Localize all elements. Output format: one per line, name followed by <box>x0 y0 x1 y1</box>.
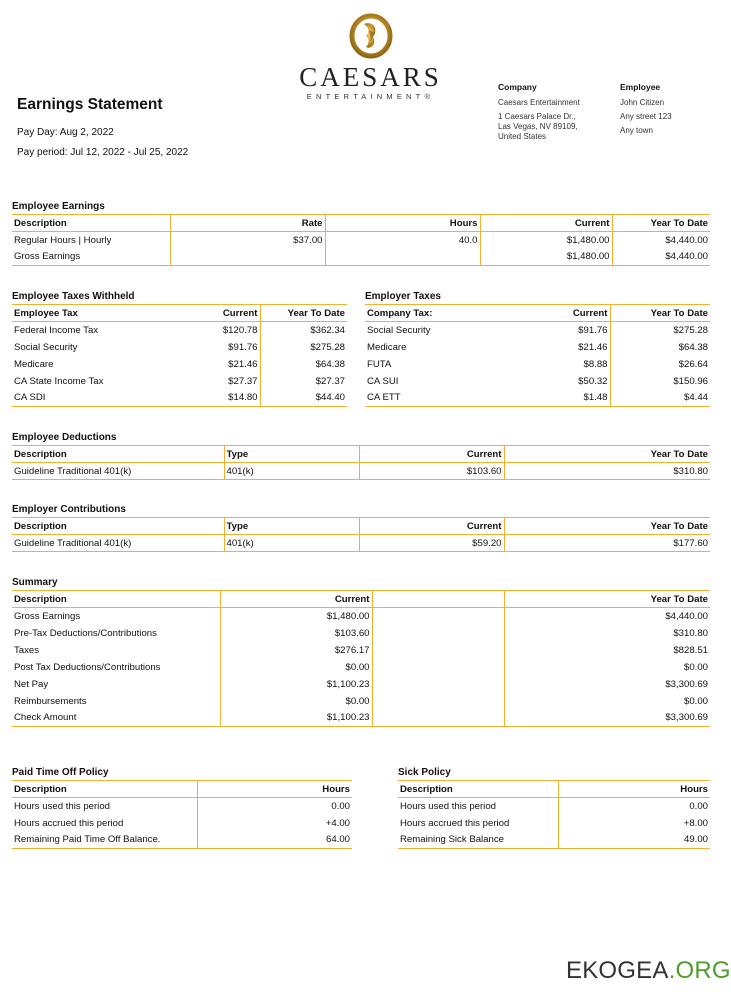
cell: CA ETT <box>365 390 520 407</box>
column-header: Current <box>220 591 372 608</box>
pto-section <box>12 766 352 849</box>
cell <box>372 642 504 659</box>
page-title: Earnings Statement <box>17 96 163 113</box>
cell: $21.46 <box>578 341 608 353</box>
cell: Guideline Traditional 401(k) <box>12 463 224 480</box>
section-title: Employer Contributions <box>12 504 126 515</box>
earnings-section <box>12 200 710 266</box>
cell: $50.32 <box>578 375 608 387</box>
table-row <box>12 798 352 815</box>
cell: $64.38 <box>610 339 710 356</box>
table-row <box>12 322 347 339</box>
cell: $59.20 <box>359 535 504 552</box>
cell: Remaining Paid Time Off Balance. <box>12 832 197 849</box>
cell: +8.00 <box>558 815 710 832</box>
cell: $91.76 <box>228 341 258 353</box>
column-header: Current <box>520 305 610 322</box>
table-row <box>12 642 710 659</box>
cell: $275.28 <box>610 322 710 339</box>
cell: CA SDI <box>12 390 180 407</box>
column-header: Description <box>12 215 170 232</box>
cell: Federal Income Tax <box>14 324 99 336</box>
laurel-icon <box>347 10 395 60</box>
cell: $64.38 <box>260 356 347 373</box>
cell: Guideline Traditional 401(k) <box>12 535 224 552</box>
table-row <box>12 676 710 693</box>
column-header: Current <box>359 518 504 535</box>
watermark <box>566 957 731 985</box>
cell: 40.0 <box>325 232 480 249</box>
section-title: Paid Time Off Policy <box>12 767 109 778</box>
cell: 401(k) <box>224 463 359 480</box>
pay-period: Pay period: Jul 12, 2022 - Jul 25, 2022 <box>17 147 189 158</box>
cell: $275.28 <box>260 339 347 356</box>
table-row <box>12 249 710 266</box>
table-row <box>12 463 710 480</box>
cell: 49.00 <box>558 832 710 849</box>
cell: $1,100.23 <box>220 710 372 727</box>
cell: $0.00 <box>220 659 372 676</box>
cell: $828.51 <box>504 642 710 659</box>
cell: Social Security <box>367 324 431 336</box>
column-header: Type <box>224 446 359 463</box>
cell: $310.80 <box>504 625 710 642</box>
employee-name: John Citizen <box>620 98 665 107</box>
brand-name: CAESARS <box>299 62 442 92</box>
cell: $1.48 <box>520 390 610 407</box>
cell: Hours used this period <box>14 800 110 812</box>
employee-heading: Employee <box>620 82 661 92</box>
cell: Post Tax Deductions/Contributions <box>14 661 161 673</box>
table-row <box>12 356 347 373</box>
cell: Gross Earnings <box>14 610 81 622</box>
column-header: Year To Date <box>612 215 710 232</box>
column-header: Current <box>359 446 504 463</box>
section-title: Employee Taxes Withheld <box>12 291 135 302</box>
employee-taxes-section <box>12 290 347 407</box>
cell <box>170 249 325 266</box>
contributions-table <box>12 517 710 552</box>
table-row <box>12 373 347 390</box>
cell: $3,300.69 <box>504 710 710 727</box>
summary-section <box>12 576 710 727</box>
cell: CA SUI <box>367 375 399 387</box>
table-row <box>12 535 710 552</box>
cell: $3,300.69 <box>504 676 710 693</box>
cell: $0.00 <box>504 659 710 676</box>
column-header: Year To Date <box>504 446 710 463</box>
cell: Taxes <box>14 644 40 656</box>
company-address-line: Las Vegas, NV 89109, <box>498 122 578 131</box>
table-row <box>398 832 710 849</box>
company-info <box>498 82 608 142</box>
cell: 0.00 <box>197 798 352 815</box>
cell: Gross Earnings <box>12 249 170 266</box>
company-address-line: United States <box>498 132 547 141</box>
cell: $1,480.00 <box>480 232 612 249</box>
table-row <box>12 659 710 676</box>
cell: $21.46 <box>228 358 258 370</box>
cell: Net Pay <box>14 678 49 690</box>
table-row <box>398 815 710 832</box>
cell: $103.60 <box>359 463 504 480</box>
cell: CA State Income Tax <box>14 375 104 387</box>
cell <box>372 676 504 693</box>
cell: Reimbursements <box>14 695 87 707</box>
table-row <box>365 373 710 390</box>
cell: $362.34 <box>260 322 347 339</box>
cell: $37.00 <box>170 232 325 249</box>
table-row <box>365 356 710 373</box>
column-header: Description <box>12 446 224 463</box>
cell: $0.00 <box>220 693 372 710</box>
table-row <box>365 339 710 356</box>
column-header: Description <box>12 781 197 798</box>
cell <box>372 693 504 710</box>
cell: $26.64 <box>610 356 710 373</box>
cell: $150.96 <box>610 373 710 390</box>
cell: Remaining Sick Balance <box>398 832 558 849</box>
deductions-table <box>12 445 710 480</box>
column-header: Year To Date <box>504 518 710 535</box>
table-row <box>12 232 710 249</box>
section-title: Summary <box>12 577 58 588</box>
cell: $4,440.00 <box>612 232 710 249</box>
section-title: Sick Policy <box>398 767 451 778</box>
column-header: Current <box>480 215 612 232</box>
section-title: Employer Taxes <box>365 291 441 302</box>
column-header: Description <box>12 591 220 608</box>
table-row <box>12 693 710 710</box>
column-header: Hours <box>325 215 480 232</box>
cell: $44.40 <box>260 390 347 407</box>
cell <box>372 659 504 676</box>
column-header: Year To Date <box>610 305 710 322</box>
section-title: Employee Earnings <box>12 201 105 212</box>
table-row <box>365 322 710 339</box>
table-row <box>365 390 710 407</box>
cell <box>325 249 480 266</box>
cell: $120.78 <box>222 324 258 336</box>
column-header <box>372 591 504 608</box>
watermark-text: EKOGEA <box>566 957 669 984</box>
cell: $4,440.00 <box>504 608 710 625</box>
column-header: Description <box>12 518 224 535</box>
sick-section <box>398 766 710 849</box>
watermark-suffix: .ORG <box>668 957 731 984</box>
brand-subtitle: ENTERTAINMENT® <box>306 92 435 101</box>
cell <box>372 625 504 642</box>
company-logo <box>288 10 453 101</box>
table-row <box>12 608 710 625</box>
cell: 64.00 <box>197 832 352 849</box>
column-header: Company Tax: <box>365 305 520 322</box>
table-row <box>12 339 347 356</box>
company-heading: Company <box>498 82 537 92</box>
column-header: Description <box>398 781 558 798</box>
cell: $91.76 <box>578 324 608 336</box>
contributions-section <box>12 503 710 552</box>
cell: FUTA <box>367 358 392 370</box>
cell: $27.37 <box>260 373 347 390</box>
company-name: Caesars Entertainment <box>498 98 580 107</box>
employee-info <box>620 82 715 140</box>
cell: +4.00 <box>197 815 352 832</box>
cell: Regular Hours | Hourly <box>14 234 112 246</box>
section-title: Employee Deductions <box>12 432 117 443</box>
cell: $177.60 <box>504 535 710 552</box>
cell: Medicare <box>14 358 54 370</box>
cell: Check Amount <box>12 710 220 727</box>
cell: $1,480.00 <box>220 608 372 625</box>
company-address-line: 1 Caesars Palace Dr., <box>498 112 576 121</box>
column-header: Year To Date <box>504 591 710 608</box>
employer-taxes-section <box>365 290 710 407</box>
cell: $14.80 <box>180 390 260 407</box>
column-header: Hours <box>558 781 710 798</box>
cell <box>372 710 504 727</box>
column-header: Current <box>180 305 260 322</box>
cell: 0.00 <box>558 798 710 815</box>
cell: $0.00 <box>504 693 710 710</box>
summary-table <box>12 590 710 727</box>
column-header: Rate <box>170 215 325 232</box>
sick-table <box>398 780 710 849</box>
cell: $276.17 <box>220 642 372 659</box>
table-row <box>12 390 347 407</box>
cell: $103.60 <box>220 625 372 642</box>
cell <box>372 608 504 625</box>
cell: Hours accrued this period <box>400 817 510 829</box>
cell: Social Security <box>14 341 78 353</box>
cell: Hours accrued this period <box>14 817 124 829</box>
cell: $310.80 <box>504 463 710 480</box>
earnings-table <box>12 214 710 266</box>
column-header: Employee Tax <box>12 305 180 322</box>
employee-town: Any town <box>620 126 653 135</box>
employee-street: Any street 123 <box>620 112 672 121</box>
cell: $27.37 <box>228 375 258 387</box>
column-header: Type <box>224 518 359 535</box>
cell: Pre-Tax Deductions/Contributions <box>14 627 157 639</box>
column-header: Hours <box>197 781 352 798</box>
pto-table <box>12 780 352 849</box>
cell: $4.44 <box>610 390 710 407</box>
cell: Medicare <box>367 341 407 353</box>
cell: Hours used this period <box>400 800 496 812</box>
table-row <box>12 832 352 849</box>
employer-taxes-table <box>365 304 710 407</box>
table-row <box>12 815 352 832</box>
cell: $1,100.23 <box>220 676 372 693</box>
cell: $1,480.00 <box>480 249 612 266</box>
cell: $4,440.00 <box>612 249 710 266</box>
table-row <box>12 625 710 642</box>
cell: 401(k) <box>224 535 359 552</box>
employee-taxes-table <box>12 304 347 407</box>
deductions-section <box>12 431 710 480</box>
cell: $8.88 <box>583 358 608 370</box>
column-header: Year To Date <box>260 305 347 322</box>
table-row <box>12 710 710 727</box>
pay-day: Pay Day: Aug 2, 2022 <box>17 127 114 138</box>
table-row <box>398 798 710 815</box>
